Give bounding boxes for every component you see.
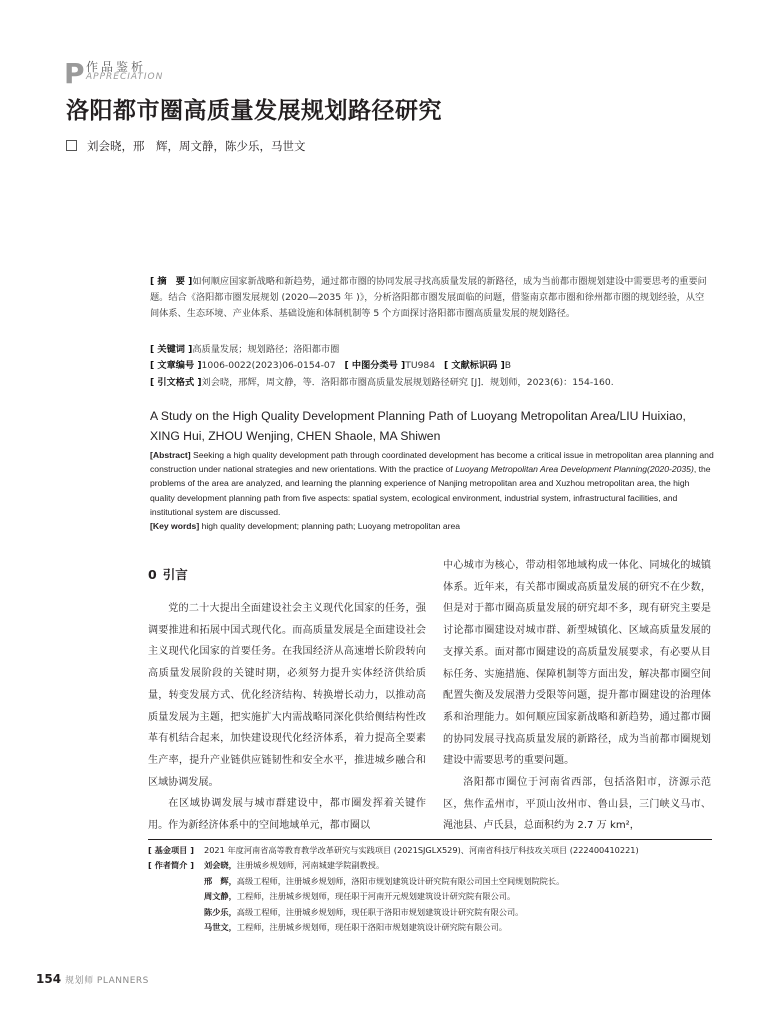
document-code-label: [ 文献标识码 ]: [444, 360, 505, 371]
keywords-text: 高质量发展；规划路径；洛阳都市圈: [192, 344, 340, 355]
paragraph: 洛阳都市圈位于河南省西部，包括洛阳市，济源示范区，焦作孟州市，平顶山汝州市、鲁山县，三门峡义马市、渑池县、卢氏县，总面积约为 2.7 万 km²，: [443, 777, 711, 832]
section-label-cn: 作品鉴析: [86, 60, 147, 74]
bio-name: 邢 辉，: [204, 875, 237, 886]
bio-row: [148, 858, 718, 873]
article-number-line: [150, 358, 710, 374]
citation-label: [ 引文格式 ]: [150, 377, 202, 388]
bio-row: [148, 889, 718, 904]
footnotes: [148, 843, 718, 935]
bio-label: [ 作者简介 ]: [148, 860, 194, 871]
document-code-value: B: [504, 360, 512, 371]
bio-text: 高级工程师，注册城乡规划师，现任职于洛阳市规划建筑设计研究院有限公司。: [236, 906, 524, 917]
fund-row: [148, 843, 718, 858]
paragraph: 中心城市为核心，带动相邻地域构成一体化、同城化的城镇体系。近年来，有关都市圈或高质量发展的研究不在少数，但是对于都市圈高质量发展的研究却不多，现有研究主要是讨论都市圈建设对城市群、新型城镇化、区域高质量发展的支撑关系。面对都市圈建设的高质量发展要求，有必要从目标任务、实施措施、保障机制等方面出发，解决都市圈空间配置失衡及发展潜力受限等问题，提升都市圈建设的治理体系和治理能力。如何顺应国家新战略和新趋势，通过都市圈的协同发展寻找高质量发展的新路径，成为当前都市圈规划建设中需要思考的重要问题。: [443, 560, 711, 767]
page-footer: [36, 972, 149, 986]
bio-name: 周文静，: [204, 891, 237, 902]
page-number: 154: [36, 972, 62, 986]
section-logo-letter: P: [64, 57, 85, 90]
bio-row: [148, 905, 718, 920]
body-left-column: [148, 598, 426, 837]
checkbox-square-icon: [66, 140, 77, 151]
english-abstract-post: , the problems of the area are analyzed, and learning the planning experience of Nanjing metropolitan area and Xuzhou metropolitan area, the high quality development planning path from five aspects: spatial system, ecological environment, industrial system, infrastructural facilities, and institutional system are discussed.: [150, 464, 711, 517]
fund-text: 2021 年度河南省高等教育教学改革研究与实践项目 (2021SJGLX529)、河南省科技厅科技攻关项目 (222400410221): [204, 845, 639, 855]
section-title: 引言: [162, 567, 188, 582]
journal-name: 规划师 PLANNERS: [65, 976, 149, 986]
article-number-label: [ 文章编号 ]: [150, 360, 202, 371]
classification-value: TU984: [405, 360, 436, 371]
cn-abstract: [150, 274, 710, 323]
article-title: 洛阳都市圈高质量发展规划路径研究: [66, 98, 442, 124]
english-abstract-italic: Luoyang Metropolitan Area Development Planning(2020-2035): [455, 464, 694, 475]
bio-row: [148, 920, 718, 935]
abstract-label: [ 摘 要 ]: [150, 276, 193, 287]
bio-text: 工程师，注册城乡规划师，现任职于洛阳市规划建筑设计研究院有限公司。: [236, 922, 507, 933]
bio-name: 刘会晓，: [204, 860, 237, 871]
bio-text: 工程师，注册城乡规划师，现任职于河南开元规划建筑设计研究院有限公司。: [236, 891, 516, 902]
author-line: [66, 138, 306, 154]
citation-line: [150, 375, 710, 391]
english-abstract-label: [Abstract]: [150, 450, 191, 460]
keywords-label: [ 关键词 ]: [150, 344, 193, 355]
bio-name: 马世文，: [204, 922, 237, 933]
bio-row: [148, 874, 718, 889]
section-label-en: APPRECIATION: [86, 72, 164, 82]
author-names: 刘会晓，邢 辉，周文静，陈少乐，马世文: [87, 139, 306, 153]
english-title: A Study on the High Quality Development Planning Path of Luoyang Metropolitan Area/LIU Huixiao, XING Hui, ZHOU Wenjing, CHEN Shaole, MA Shiwen: [150, 409, 686, 443]
section-heading: [148, 565, 188, 583]
paragraph: 在区域协调发展与城市群建设中，都市圈发挥着关键作用。作为新经济体系中的空间地域单元，都市圈以: [148, 798, 426, 832]
paragraph: 党的二十大提出全面建设社会主义现代化国家的任务，强调要推进和拓展中国式现代化。而高质量发展是全面建设社会主义现代化国家的首要任务。在我国经济从高速增长阶段转向高质量发展阶段的关键时期，必须努力提升实体经济供给质量，转变发展方式、优化经济结构、转换增长动力，以推动高质量发展为主题，把实施扩大内需战略同深化供给侧结构性改革有机结合起来，加快建设现代化经济体系，着力提高全要素生产率，提升产业链供应链韧性和安全水平，推进城乡融合和区域协调发展。: [148, 603, 426, 788]
citation-text: 刘会晓，邢辉，周文静，等．洛阳都市圈高质量发展规划路径研究 [J]．规划师，2023(6)：154-160.: [201, 377, 614, 388]
fund-label: [ 基金项目 ]: [148, 845, 194, 855]
english-abstract: [150, 448, 715, 533]
classification-label: [ 中图分类号 ]: [344, 360, 406, 371]
english-keywords-label: [Key words]: [150, 521, 200, 532]
bio-text: 高级工程师，注册城乡规划师，洛阳市规划建筑设计研究院有限公司国土空间规划院院长。: [236, 875, 565, 886]
english-abstract-pre: Seeking a high quality development path through coordinated development has become a critical issue in metropolitan area planning and construction under national strategies and new orientations. With the practice of: [150, 450, 714, 475]
bio-text: 注册城乡规划师，河南城建学院副教授。: [236, 860, 385, 871]
abstract-text: 如何顺应国家新战略和新趋势，通过都市圈的协同发展寻找高质量发展的新路径，成为当前都市圈规划建设中需要思考的重要问题。结合《洛阳都市圈发展规划 (2020—2035 年 )》，分析洛阳都市圈发展面临的问题，借鉴南京都市圈和徐州都市圈的规划经验，从空间体系、生态环境、产业体系、基础设施和体制机制等 5 个方面探讨洛阳都市圈高质量发展的规划路径。: [150, 276, 707, 320]
body-right-column: [443, 555, 711, 837]
cn-keywords: [150, 342, 710, 358]
section-number: 0: [148, 567, 157, 582]
footnote-divider: [148, 839, 712, 840]
article-number-value: 1006-0022(2023)06-0154-07: [201, 360, 336, 371]
english-keywords: high quality development; planning path; Luoyang metropolitan area: [201, 521, 461, 532]
bio-name: 陈少乐，: [204, 906, 237, 917]
